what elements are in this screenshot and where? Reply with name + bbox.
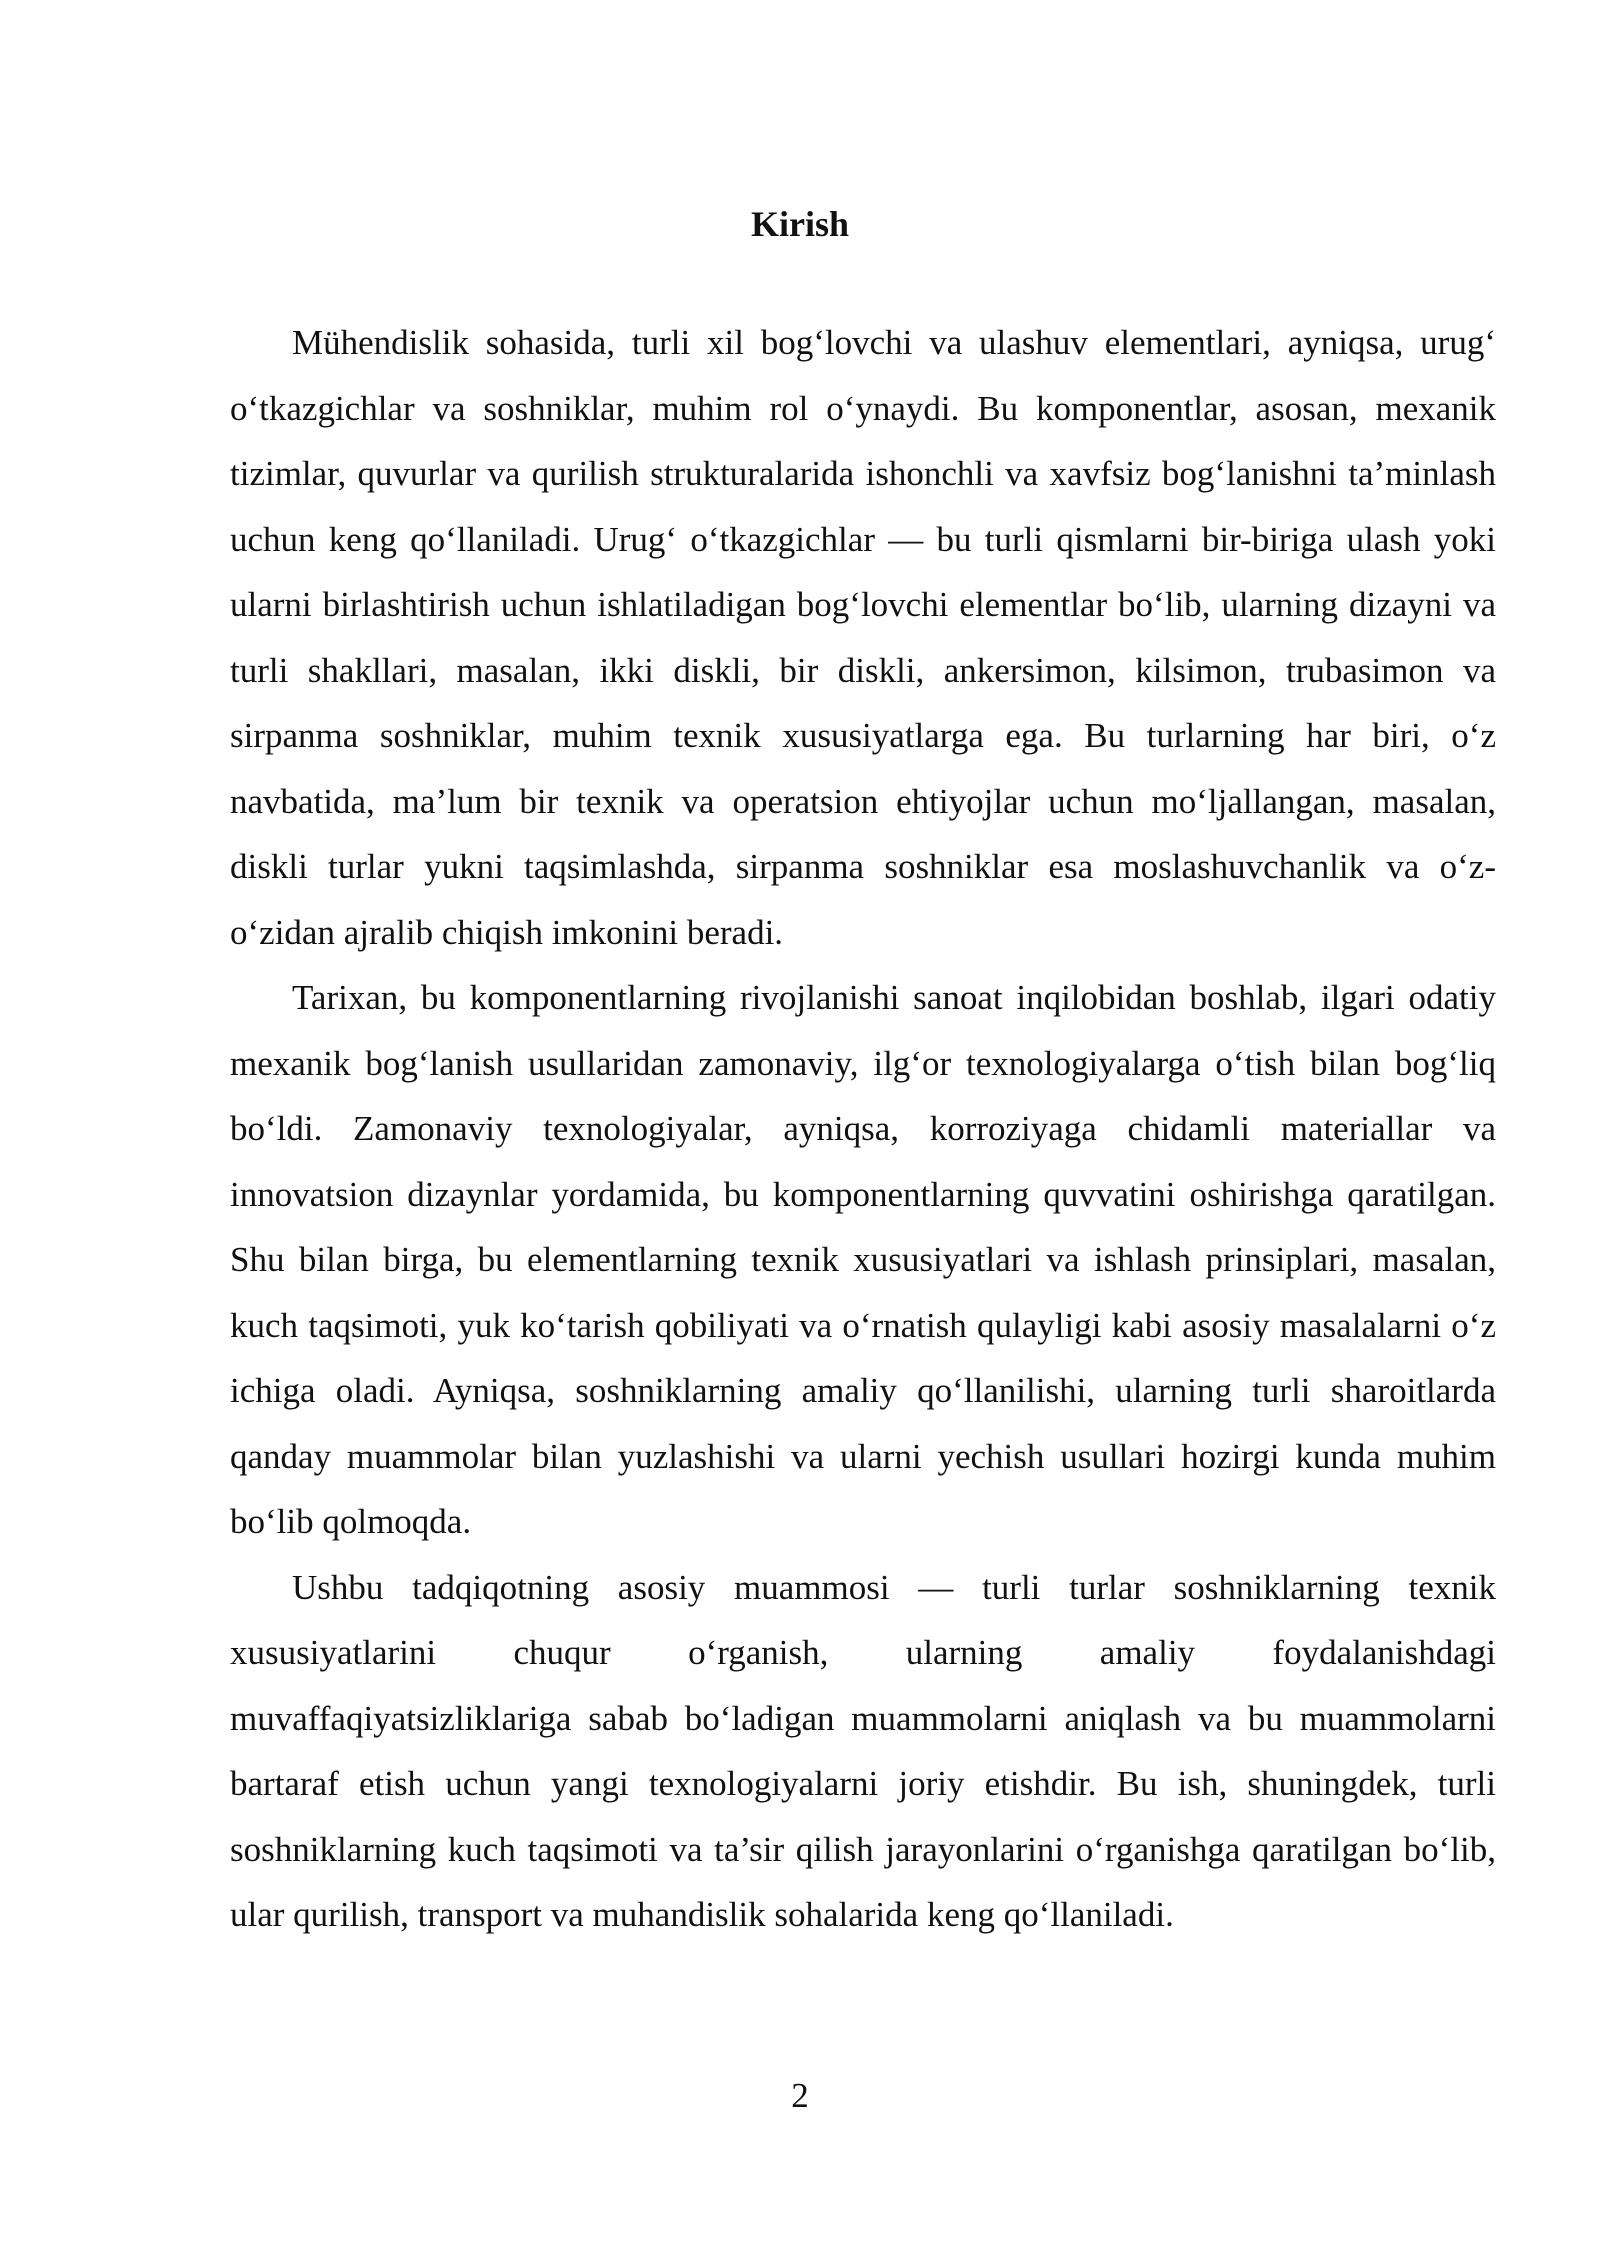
body-text	[230, 310, 1496, 1948]
paragraph-3: Ushbu tadqiqotning asosiy muammosi — turli turlar soshniklarning texnik xususiyatlarini chuqur o‘rganish, ularning amaliy foydalanishdagi muvaffaqiyatsizliklariga sabab bo‘ladigan muammolarni aniqlash va bu muammolarni bartaraf etish uchun yangi texnologiyalarni joriy etishdir. Bu ish, shuningdek, turli soshniklarning kuch taqsimoti va ta’sir qilish jarayonlarini o‘rganishga qaratilgan bo‘lib, ular qurilish, transport va muhandislik sohalarida keng qo‘llaniladi.	[230, 1567, 1496, 1934]
page-title: Kirish	[750, 204, 849, 244]
paragraph-2: Tarixan, bu komponentlarning rivojlanishi sanoat inqilobidan boshlab, ilgari odatiy mexanik bog‘lanish usullaridan zamonaviy, ilg‘or texnologiyalarga o‘tish bilan bog‘liq bo‘ldi. Zamonaviy texnologiyalar, ayniqsa, korroziyaga chidamli materiallar va innovatsion dizaynlar yordamida, bu komponentlarning quvvatini oshirishga qaratilgan. Shu bilan birga, bu elementlarning texnik xususiyatlari va ishlash prinsiplari, masalan, kuch taqsimoti, yuk ko‘tarish qobiliyati va o‘rnatish qulayligi kabi asosiy masalalarni o‘z ichiga oladi. Ayniqsa, soshniklarning amaliy qo‘llanilishi, ularning turli sharoitlarda qanday muammolar bilan yuzlashishi va ularni yechish usullari hozirgi kunda muhim bo‘lib qolmoqda.	[230, 978, 1496, 1541]
paragraph-1: Mühendislik sohasida, turli xil bog‘lovchi va ulashuv elementlari, ayniqsa, urug‘ o‘tkazgichlar va soshniklar, muhim rol o‘ynaydi. Bu komponentlar, asosan, mexanik tizimlar, quvurlar va qurilish strukturalarida ishonchli va xavfsiz bog‘lanishni ta’minlash uchun keng qo‘llaniladi. Urug‘ o‘tkazgichlar — bu turli qismlarni bir-biriga ulash yoki ularni birlashtirish uchun ishlatiladigan bog‘lovchi elementlar bo‘lib, ularning dizayni va turli shakllari, masalan, ikki diskli, bir diskli, ankersimon, kilsimon, trubasimon va sirpanma soshniklar, muhim texnik xususiyatlarga ega. Bu turlarning har biri, o‘z navbatida, ma’lum bir texnik va operatsion ehtiyojlar uchun mo‘ljallangan, masalan, diskli turlar yukni taqsimlashda, sirpanma soshniklar esa moslashuvchanlik va o‘z-o‘zidan ajralib chiqish imkonini beradi.	[230, 323, 1496, 952]
page-number: 2	[791, 2076, 809, 2115]
